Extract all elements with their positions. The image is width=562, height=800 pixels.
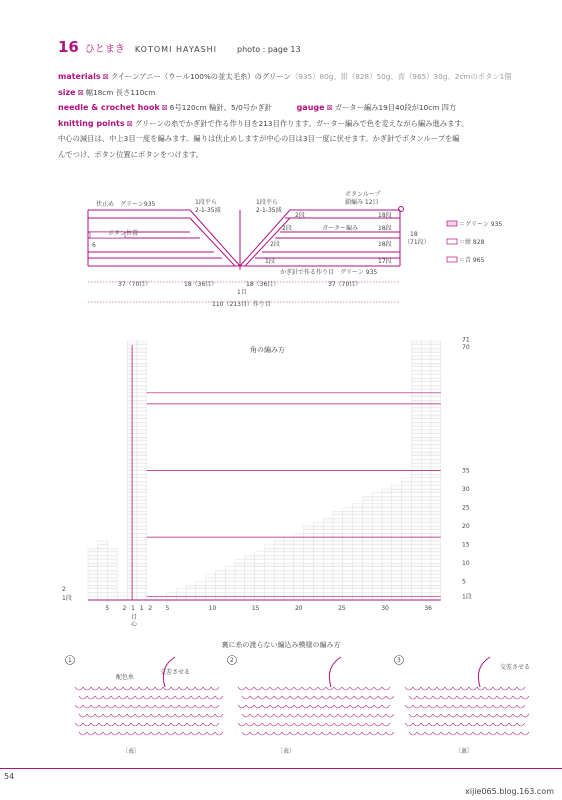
illustration-title: 裏に糸の渡らない編込み模様の編み方 [221,641,341,649]
chart-row-label: 10 [462,560,470,567]
svg-text:1段: 1段 [265,258,275,265]
step-1-number: 1 [68,657,72,664]
legend-swatch-blue [447,257,457,262]
svg-text:17段: 17段 [378,258,392,265]
site-url: xijie065.blog.163.com [465,787,554,796]
separator-icon: ⊠ [161,103,168,113]
chart-row-label: 70 [462,343,470,351]
center-label-2: 心 [131,621,138,628]
chart-row-label: 1段 [462,593,472,601]
svg-text:鎖編み 12目: 鎖編み 12目 [345,199,379,206]
chart-col-label: 1 [139,605,144,612]
author-name: KOTOMI HAYASHI [134,45,218,54]
svg-text:＝紺 828: ＝紺 828 [459,239,485,246]
color-legend [447,220,502,264]
chart-col-label: 1 [131,605,135,612]
svg-text:18段: 18段 [378,212,392,219]
svg-text:2-1-35減: 2-1-35減 [256,207,282,214]
svg-text:＝グリーン 935: ＝グリーン 935 [459,221,503,228]
points-label: knitting points [58,118,125,128]
materials-label: materials [58,72,101,81]
chart-title: 角の編み方 [250,346,285,354]
svg-text:1目: 1目 [237,289,247,296]
svg-text:18（36目）: 18（36目） [184,281,218,288]
separator-icon: ⊠ [77,87,84,97]
svg-text:1段平ら: 1段平ら [256,199,278,206]
chart-col-label: 2 [122,605,127,612]
step-1-note-a: 配色糸 [116,674,135,681]
size-label: size [58,87,76,97]
chart-row-label: 71 [462,336,470,344]
center-label: 目 [131,614,138,621]
left-row-2: 2 [62,586,66,593]
step-3-caption: 〔裏〕 [455,748,474,755]
chart-col-label: 5 [105,605,110,612]
page-number: 54 [4,772,15,781]
chart-row-label: 25 [462,504,470,512]
needle-label: needle & crochet hook [58,103,160,113]
size-line: size ⊠ 幅18cm 長さ110cm [58,87,156,97]
width-6-label: 6 [92,242,96,249]
chart-row-label: 35 [462,467,470,475]
gauge-label: gauge [296,103,325,113]
knitting-chart [0,330,562,630]
separator-icon: ⊠ [126,118,133,128]
chart-row-label: 30 [462,486,470,493]
schematic-diagram [0,188,562,313]
points-line-3: んでつけ、ボタン位置にボタンをつけます。 [58,149,204,159]
chart-col-label: 2 [148,605,153,612]
points-line: knitting points ⊠ グリーンの糸でかぎ針で作る作り目を213目作ります。ガーター編みで色を変えながら編み進みます。 [58,118,469,128]
chart-col-label: 5 [165,605,170,612]
chart-col-label: 30 [381,605,389,612]
svg-text:2段: 2段 [295,212,305,219]
page-header [58,38,301,56]
bind-off-label: 伏止め グリーン935 [96,201,156,208]
separator-icon: ⊠ [326,103,333,113]
pattern-specs [58,69,553,163]
svg-text:37（70目）: 37（70目） [118,281,152,288]
chart-row-label: 20 [462,523,470,530]
chart-row-label: 5 [462,578,466,586]
svg-text:（71段）: （71段） [404,239,430,246]
step-3-note-a: 交差させる [500,664,531,671]
svg-text:18段: 18段 [378,225,392,232]
step-2-caption: 〔表〕 [277,748,296,755]
chart-col-label: 25 [338,605,346,612]
svg-text:1段平ら: 1段平ら [195,199,217,206]
knitting-illustrations [0,652,562,762]
pattern-title: ひとまき [84,44,125,55]
svg-text:37（70目）: 37（70目） [328,281,362,288]
svg-text:2段: 2段 [282,225,292,232]
footer-rule [0,768,562,769]
svg-text:2段: 2段 [270,241,280,248]
legend-swatch-navy [447,239,457,244]
garter-label: ガーター編み [322,225,359,232]
step-2-number: 2 [230,657,234,664]
legend-swatch-green [447,221,457,226]
photo-reference: photo : page 13 [237,45,301,54]
svg-text:＝青 965: ＝青 965 [459,257,485,264]
chart-col-label: 36 [424,605,432,612]
button-loop-mark [399,207,404,212]
button-loop-label: ボタンループ [345,191,381,198]
points-line-2: 中心の減目は、中上3目一度を編みます。編りは伏止めしますが中心の目は3目一度に伏せます。かぎ針でボタンループを編 [58,134,460,144]
chart-row-label: 15 [462,541,470,549]
chart-col-label: 20 [294,605,303,612]
materials-line: materials ⊠ クイーンアニー（ウール100%の並太毛糸）のグリーン（935）80g、紺（828）50g、青（965）30g、2cmのボタン1個 [58,72,512,81]
chart-col-label: 15 [251,605,260,612]
needle-line: needle & crochet hook ⊠ 6号120cm 輪針、5/0号かぎ針 gauge ⊠ ガーター編み19目40段が10cm 四方 [58,103,457,113]
total-width-label: 110（213目）作り目 [212,301,271,308]
separator-icon: ⊠ [102,72,109,81]
step-1-caption: 〔表〕 [122,748,141,755]
cast-on-label: かぎ針で作る作り目 グリーン 935 [280,269,378,276]
chart-col-label: 10 [208,605,217,612]
button-position-label: ボタン位置 [108,230,139,237]
step-3-number: 3 [397,657,401,664]
left-row-1: 1段 [62,595,72,602]
pattern-number: 16 [58,38,79,56]
svg-text:2-1-35減: 2-1-35減 [195,207,221,214]
step-1-note-b: 交差させる [160,669,191,676]
svg-text:18（36目）: 18（36目） [246,281,280,288]
svg-text:18: 18 [410,231,418,238]
svg-text:18段: 18段 [378,241,392,248]
